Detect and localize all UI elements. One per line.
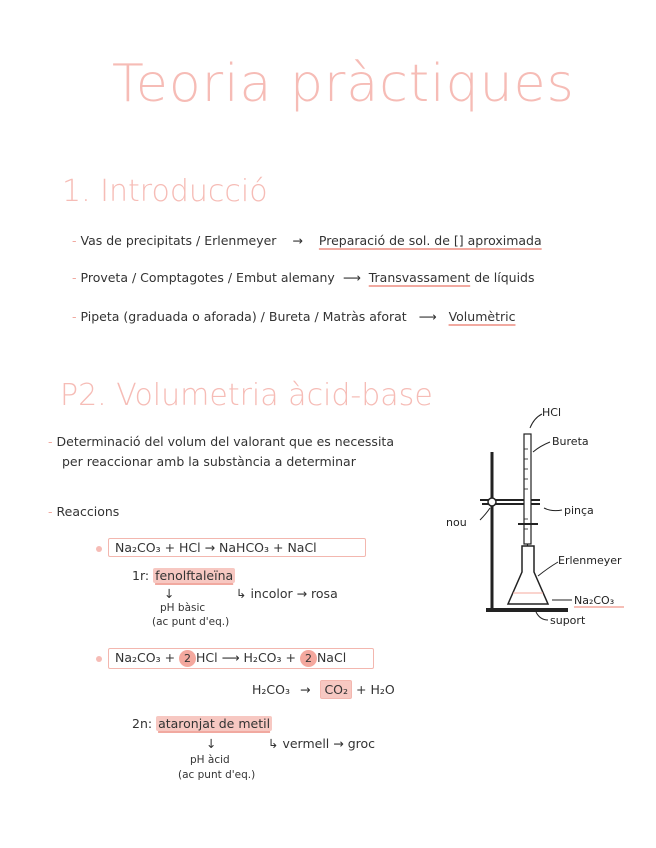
- reaction-2: [96, 648, 374, 669]
- line1-text-b: Preparació de sol. de [] aproximada: [318, 233, 542, 248]
- indicator-2-prefix: 2n:: [132, 716, 153, 731]
- ph-1: pH bàsic: [160, 602, 206, 614]
- nou-arrow-icon: [480, 508, 490, 520]
- line2-arrow: ⟶: [342, 270, 361, 285]
- label-suport: suport: [550, 614, 586, 627]
- hcl-arrow-icon: [530, 414, 542, 428]
- dec-co2: CO₂: [320, 680, 352, 699]
- r2-lhs1: Na₂CO₃ +: [115, 650, 176, 665]
- bullet-dot: [96, 546, 102, 552]
- line3-text-a: Pipeta (graduada o aforada) / Bureta / Matràs aforat: [80, 309, 407, 324]
- down-arrow-icon: ↓: [206, 736, 217, 751]
- reactions-label-text: Reaccions: [56, 504, 120, 519]
- ph-2: pH àcid: [190, 754, 230, 766]
- ph-1-note: (ac punt d'eq.): [152, 616, 230, 628]
- indicator-1: [132, 568, 235, 583]
- coefficient-circle: 2: [179, 650, 196, 667]
- intro-line-a: Determinació del volum del valorant que es necessita: [56, 434, 394, 449]
- label-nou: nou: [446, 516, 467, 529]
- intro-line-2: - Proveta / Comptagotes / Embut alemany ⟶ Transvassament de líquids: [72, 270, 535, 285]
- r2-arrow: ⟶: [221, 650, 240, 665]
- bullet-dot: [96, 656, 102, 662]
- erlenmeyer-arrow-icon: [538, 562, 558, 576]
- erlenmeyer-flask: [508, 546, 548, 604]
- label-na2co3: Na₂CO₃: [574, 594, 615, 607]
- page-title: Teoria pràctiques: [112, 54, 575, 114]
- r2-lhs2: HCl: [196, 650, 218, 665]
- decomposition: [252, 680, 395, 699]
- line3-text-b: Volumètric: [448, 309, 516, 324]
- line3-arrow: ⟶: [418, 309, 437, 324]
- titration-diagram: [440, 404, 640, 634]
- line2-text-b: Transvassament: [368, 270, 471, 285]
- dec-h2o: + H₂O: [356, 682, 395, 697]
- label-hcl: HCl: [542, 406, 562, 419]
- indicator-1-name: fenolftaleïna: [155, 568, 234, 583]
- line1-arrow: →: [292, 233, 303, 248]
- coefficient-circle: 2: [300, 650, 317, 667]
- label-erlenmeyer: Erlenmeyer: [558, 554, 622, 567]
- indicator-1-color-change: ↳ incolor → rosa: [236, 586, 338, 601]
- dec-h2co3: H₂CO₃: [252, 682, 290, 697]
- intro-line-1: - Vas de precipitats / Erlenmeyer → Preparació de sol. de [] aproximada: [72, 233, 542, 248]
- intro-definition: - Determinació del volum del valorant que es necessita: [48, 434, 394, 449]
- r2-rhs1: H₂CO₃ +: [243, 650, 296, 665]
- reactions-label: - Reaccions: [48, 504, 120, 519]
- r2-rhs2: NaCl: [316, 650, 347, 665]
- bureta-arrow-icon: [533, 442, 550, 452]
- intro-line-3: - Pipeta (graduada o aforada) / Bureta / Matràs aforat ⟶ Volumètric: [72, 309, 516, 324]
- suport-arrow-icon: [536, 612, 548, 620]
- reaction-1: [96, 538, 366, 557]
- intro-definition-2: per reaccionar amb la substància a determinar: [62, 454, 356, 469]
- clamp-screw-icon: [488, 498, 496, 506]
- label-bureta: Bureta: [552, 435, 589, 448]
- line1-text-a: Vas de precipitats / Erlenmeyer: [80, 233, 277, 248]
- dec-arrow: →: [299, 682, 311, 697]
- reaction-2-equation: [108, 648, 374, 669]
- label-pinca: pinça: [564, 504, 594, 517]
- indicator-2-color-change: ↳ vermell → groc: [268, 736, 376, 751]
- section2-heading: P2. Volumetria àcid-base: [60, 378, 433, 413]
- section1-heading: 1. Introducció: [62, 174, 268, 209]
- indicator-1-prefix: 1r:: [132, 568, 150, 583]
- indicator-2-name: ataronjat de metil: [158, 716, 271, 731]
- pinca-arrow-icon: [544, 508, 562, 511]
- line2-text-a: Proveta / Comptagotes / Embut alemany: [80, 270, 335, 285]
- reaction-1-equation: Na₂CO₃ + HCl → NaHCO₃ + NaCl: [108, 538, 366, 557]
- ph-2-note: (ac punt d'eq.): [178, 769, 256, 781]
- down-arrow-icon: ↓: [164, 586, 175, 601]
- line2-text-c: de líquids: [474, 270, 535, 285]
- indicator-2: [132, 716, 272, 731]
